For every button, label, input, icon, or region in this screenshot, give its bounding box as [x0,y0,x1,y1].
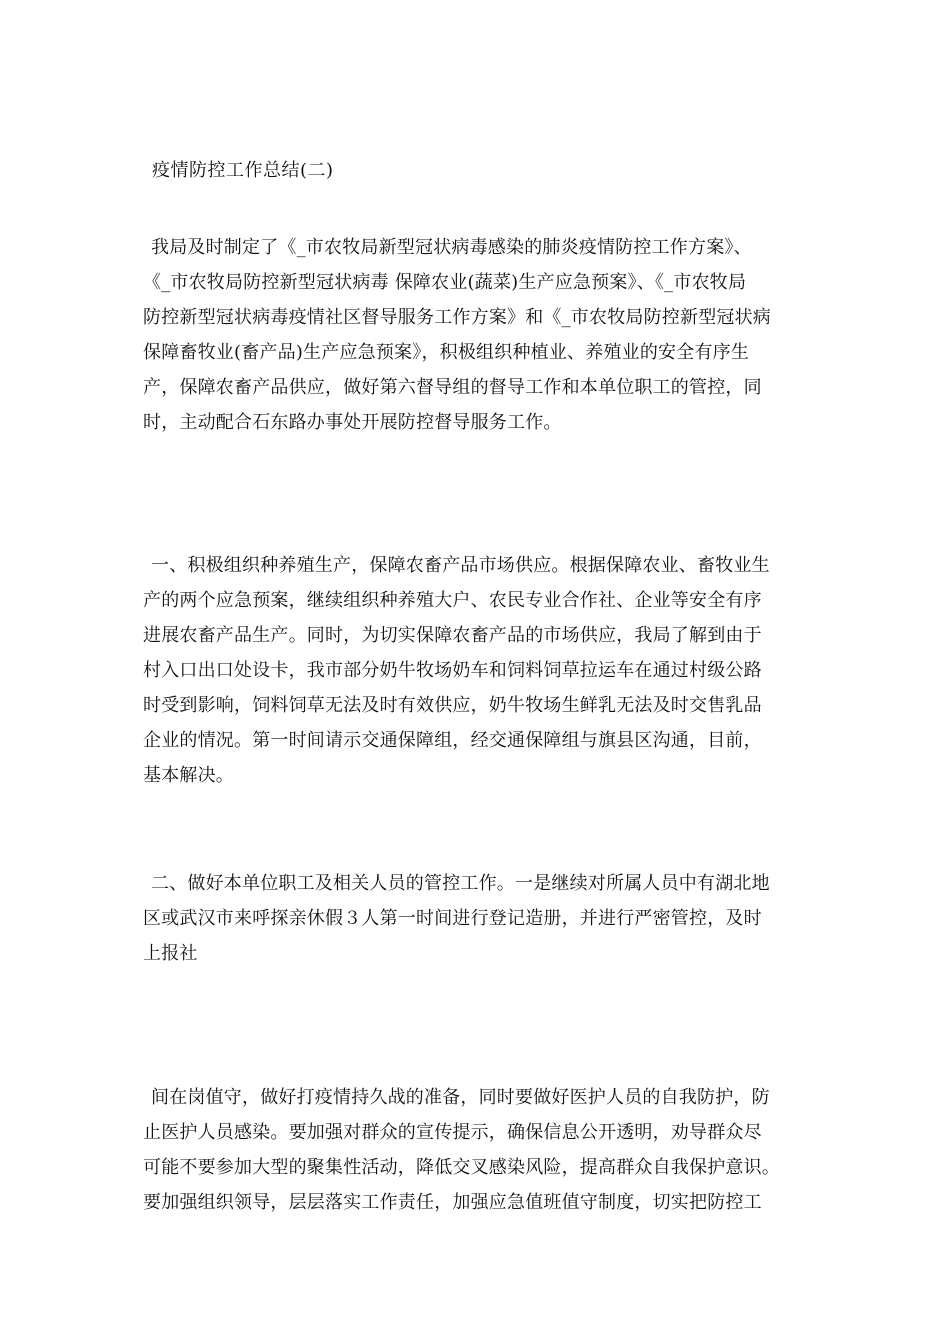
paragraph-line: 村入口出口处设卡，我市部分奶牛牧场奶车和饲料饲草拉运车在通过村级公路 [143,660,762,681]
paragraph-section-two [143,866,815,971]
paragraph-line: 进展农畜产品生产。同时，为切实保障农畜产品的市场供应，我局了解到由于 [143,625,762,646]
paragraph-line: 时受到影响，饲料饲草无法及时有效供应，奶牛牧场生鲜乳无法及时交售乳品 [143,695,762,716]
paragraph-line: 保障畜牧业(畜产品)生产应急预案》，积极组织种植业、养殖业的安全有序生 [143,342,750,363]
paragraph-line: 止医护人员感染。要加强对群众的宣传提示，确保信息公开透明，劝导群众尽 [143,1122,762,1143]
paragraph-line: 防控新型冠状病毒疫情社区督导服务工作方案》和《_市农牧局防控新型冠状病 [143,307,771,328]
paragraph-line: 二、做好本单位职工及相关人员的管控工作。一是继续对所属人员中有湖北地 [151,873,770,894]
paragraph-line: 上报社 [143,943,198,964]
paragraph-section-one [143,548,815,793]
paragraph-line: 要加强组织领导，层层落实工作责任，加强应急值班值守制度，切实把防控工 [143,1192,762,1213]
paragraph-line: 产，保障农畜产品供应，做好第六督导组的督导工作和本单位职工的管控，同 [143,377,762,398]
paragraph-line: 时，主动配合石东路办事处开展防控督导服务工作。 [143,412,562,433]
document-title: 疫情防控工作总结(二) [152,160,334,181]
paragraph-line: 《_市农牧局防控新型冠状病毒 保障农业(蔬菜)生产应急预案》、《_市农牧局 [143,272,747,293]
paragraph-line: 企业的情况。第一时间请示交通保障组，经交通保障组与旗县区沟通，目前， [143,730,762,751]
paragraph-continuation [143,1080,815,1220]
paragraph-line: 区或武汉市来呼探亲休假３人第一时间进行登记造册，并进行严密管控，及时 [143,908,762,929]
paragraph-line: 一、积极组织种养殖生产，保障农畜产品市场供应。根据保障农业、畜牧业生 [151,555,770,576]
paragraph-line: 我局及时制定了《_市农牧局新型冠状病毒感染的肺炎疫情防控工作方案》、 [151,237,752,258]
paragraph-line: 可能不要参加大型的聚集性活动，降低交叉感染风险，提高群众自我保护意识。 [143,1157,780,1178]
paragraph-line: 间在岗值守，做好打疫情持久战的准备，同时要做好医护人员的自我防护，防 [151,1087,770,1108]
paragraph-line: 基本解决。 [143,765,234,786]
paragraph-line: 产的两个应急预案，继续组织种养殖大户、农民专业合作社、企业等安全有序 [143,590,762,611]
paragraph-intro [143,230,815,440]
